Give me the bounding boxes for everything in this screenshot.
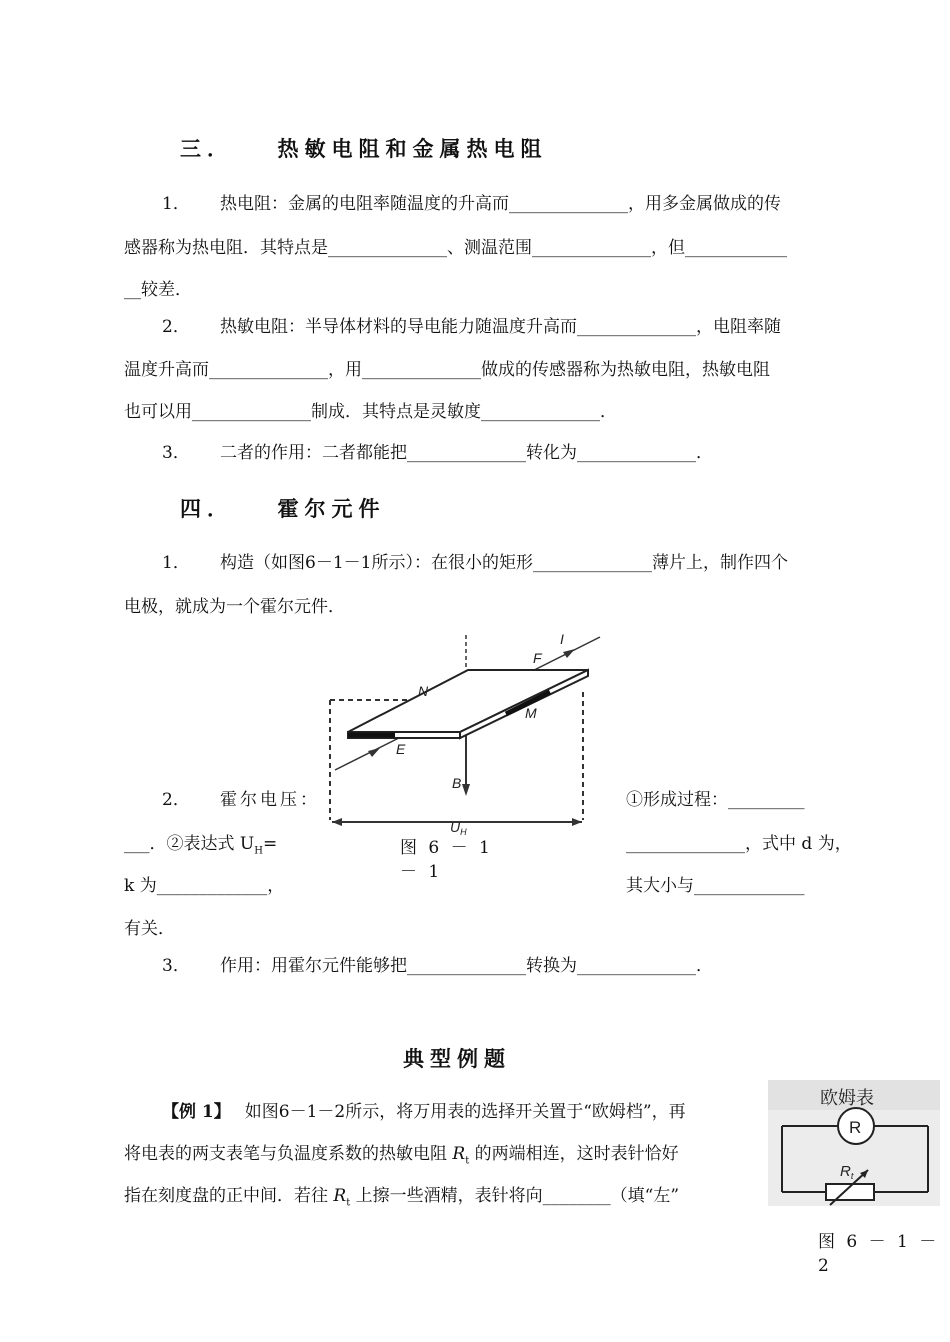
s4-item2-line2-left: ___．②表达式 $U_H=$ <box>124 834 278 857</box>
s4-item2-number: 2． <box>162 790 190 810</box>
examples-heading: 典型例题 <box>403 1046 511 1071</box>
s4-item2-line3-right: 其大小与_____________ <box>626 876 805 896</box>
label-U: $U_H$ <box>450 819 467 835</box>
s3-item1-line1: 1． 热电阻：金属的电阻率随温度的升高而______________，用多金属做成的传 <box>162 194 781 214</box>
s4-item2-line1-right: ①形成过程：_________ <box>626 790 805 810</box>
ex1-line2: 将电表的两支表笔与负温度系数的热敏电阻 $R_t$ 的两端相连，这时表针恰好 <box>124 1144 679 1167</box>
figure-6-1-2-caption-line1: 图 6 － 1 － <box>818 1232 940 1252</box>
figure-6-1-1-caption-line2: － 1 <box>400 862 443 882</box>
figure-6-1-1-caption-line1: 图 6 － 1 <box>400 838 493 858</box>
s3-item1-number: 1． <box>162 194 190 214</box>
s3-item3-line1: 3． 二者的作用：二者都能把______________转化为______________． <box>162 443 713 463</box>
s4-item3-line1: 3． 作用：用霍尔元件能够把______________转换为______________． <box>162 956 713 976</box>
section-4-heading: 四． 霍尔元件 <box>180 496 386 521</box>
label-B: B <box>452 775 462 791</box>
figure-6-1-2-caption-line2: 2 <box>818 1256 832 1276</box>
s3-item2-number: 2． <box>162 317 190 337</box>
resistor-Rt-label: $R_t$ <box>840 1163 854 1181</box>
label-M: M <box>525 705 537 721</box>
meter-R-label: R <box>849 1118 862 1137</box>
s4-item2-line2-right: ______________，式中 d 为， <box>626 834 852 854</box>
hall-element-figure <box>320 630 610 835</box>
s3-item1-line3: __较差． <box>124 280 192 300</box>
s4-item2-line3-left: k 为_____________， <box>124 876 285 896</box>
label-N: N <box>418 683 429 699</box>
s4-item3-number: 3． <box>162 956 190 976</box>
s3-item2-line2: 温度升高而______________，用______________做成的传感器称为热敏电阻，热敏电阻 <box>124 360 770 380</box>
ohmmeter-figure <box>768 1080 940 1206</box>
s4-item2-line4: 有关． <box>124 919 175 939</box>
ex1-line3: 指在刻度盘的正中间．若往 $R_t$ 上擦一些酒精，表针将向________（填“左” <box>124 1186 680 1209</box>
s3-item1-line2: 感器称为热电阻．其特点是______________、测温范围______________，但____________ <box>124 238 787 258</box>
example-1-tag: 【例 1】 <box>162 1102 231 1122</box>
section-3-heading: 三． 热敏电阻和金属热电阻 <box>180 136 548 161</box>
label-I: I <box>560 631 564 647</box>
s4-item1-number: 1． <box>162 553 190 573</box>
ex1-line1: 【例 1】 如图6－1－2所示，将万用表的选择开关置于“欧姆档”，再 <box>162 1102 686 1122</box>
s3-item2-line1: 2． 热敏电阻：半导体材料的导电能力随温度升高而______________，电阻率随 <box>162 317 781 337</box>
s4-item2-line1-left: 2． 霍尔电压： <box>162 790 320 810</box>
s3-item3-number: 3． <box>162 443 190 463</box>
label-E: E <box>396 741 406 757</box>
s4-item1-line2: 电极，就成为一个霍尔元件． <box>124 597 345 617</box>
ohmmeter-title: 欧姆表 <box>820 1088 874 1108</box>
s3-item2-line3: 也可以用______________制成．其特点是灵敏度______________． <box>124 402 617 422</box>
s4-item1-line1: 1． 构造（如图6－1－1所示）：在很小的矩形______________薄片上，制作四个 <box>162 553 788 573</box>
label-F: F <box>533 650 542 666</box>
